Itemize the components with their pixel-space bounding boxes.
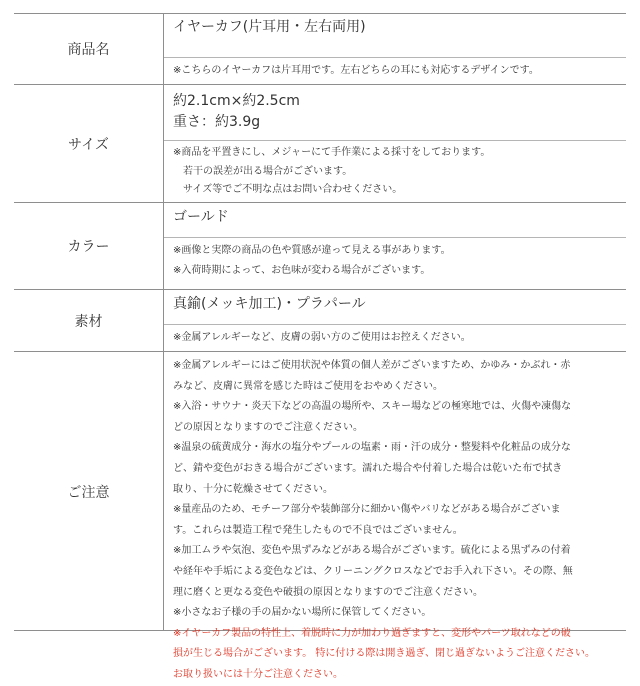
size-note — [164, 140, 626, 202]
row-label: カラー — [14, 203, 164, 289]
row-label: 素材 — [14, 290, 164, 351]
value-line: 約2.1cm×約2.5cm — [173, 93, 300, 109]
value-line: イヤーカフ(片耳用・左右両用) — [173, 19, 366, 35]
size-value — [164, 85, 626, 133]
note-line: ※入荷時期によって、お色味が変わる場合がございます。 — [173, 265, 431, 276]
caution-warning-line: 損が生じる場合がございます。 特に付ける際は開き過ぎ、閉じ過ぎないようご注意ください。 — [173, 648, 595, 660]
material-note — [164, 324, 626, 351]
product-name-value — [164, 14, 626, 38]
caution-text — [164, 352, 626, 680]
note-line: ※こちらのイヤーカフは片耳用です。左右どちらの耳にも対応するデザインです。 — [173, 65, 539, 76]
caution-warning-line: ※イヤーカフ製品の特性上、着脱時に力が加わり過ぎますと、変形やパーツ取れなどの破 — [173, 627, 571, 639]
value-line: 真鍮(メッキ加工)・プラパール — [173, 296, 366, 312]
color-value — [164, 203, 626, 228]
row-color — [14, 202, 626, 289]
caution-line: 理に磨くと更なる変色や破損の原因となりますのでご注意ください。 — [173, 586, 483, 598]
material-value — [164, 290, 626, 315]
caution-line: ※加工ムラや気泡、変色や黒ずみなどがある場合がございます。硫化による黒ずみの付着 — [173, 545, 571, 557]
row-label: 商品名 — [14, 14, 164, 84]
value-line: 重さ：約3.9g — [173, 114, 261, 130]
note-line: ※金属アレルギーなど、皮膚の弱い方のご使用はお控えください。 — [173, 332, 471, 343]
note-line: 若干の誤差が出る場合がございます。 — [183, 165, 353, 177]
caution-line: どの原因となりますのでご注意ください。 — [173, 421, 363, 433]
caution-line: ※量産品のため、モチーフ部分や装飾部分に細かい傷やバリなどがある場合がございま — [173, 504, 561, 516]
caution-line: ※温泉の硫黄成分・海水の塩分やプールの塩素・雨・汗の成分・整髪料や化粧品の成分な — [173, 442, 571, 454]
caution-warning-line: お取り扱いには十分ご注意ください。 — [173, 668, 343, 680]
row-label: ご注意 — [14, 352, 164, 631]
row-label: サイズ — [14, 85, 164, 202]
caution-line: や経年や手垢による変色などは、クリーニングクロスなどでお手入れ下さい。その際、無 — [173, 565, 573, 577]
value-line: ゴールド — [173, 209, 229, 225]
row-material — [14, 289, 626, 351]
caution-line: ど、錆や変色がおきる場合がございます。濡れた場合や付着した場合は乾いた布で拭き — [173, 462, 563, 474]
caution-line: ※小さなお子様の手の届かない場所に保管してください。 — [173, 607, 432, 619]
note-line: ※画像と実際の商品の色や質感が違って見える事があります。 — [173, 245, 451, 256]
product-name-note — [164, 57, 626, 84]
product-spec-table — [14, 13, 626, 680]
row-caution — [14, 351, 626, 680]
note-line: ※商品を平置きにし、メジャーにて手作業による採寸をしております。 — [173, 147, 491, 158]
note-line: サイズ等でご不明な点はお問い合わせください。 — [183, 184, 403, 195]
caution-line: ※金属アレルギーにはご使用状況や体質の個人差がございますため、かゆみ・かぶれ・赤 — [173, 360, 571, 371]
caution-line: 取り、十分に乾燥させてください。 — [173, 483, 333, 495]
color-note — [164, 237, 626, 289]
caution-line: ※入浴・サウナ・炎天下などの高温の場所や、スキー場などの極寒地では、火傷や凍傷な — [173, 401, 572, 413]
caution-line: みなど、皮膚に異常を感じた時はご使用をおやめください。 — [173, 380, 443, 392]
row-size — [14, 84, 626, 202]
caution-line: す。これらは製造工程で発生したもので不良ではございません。 — [173, 524, 463, 536]
row-product-name — [14, 14, 626, 84]
